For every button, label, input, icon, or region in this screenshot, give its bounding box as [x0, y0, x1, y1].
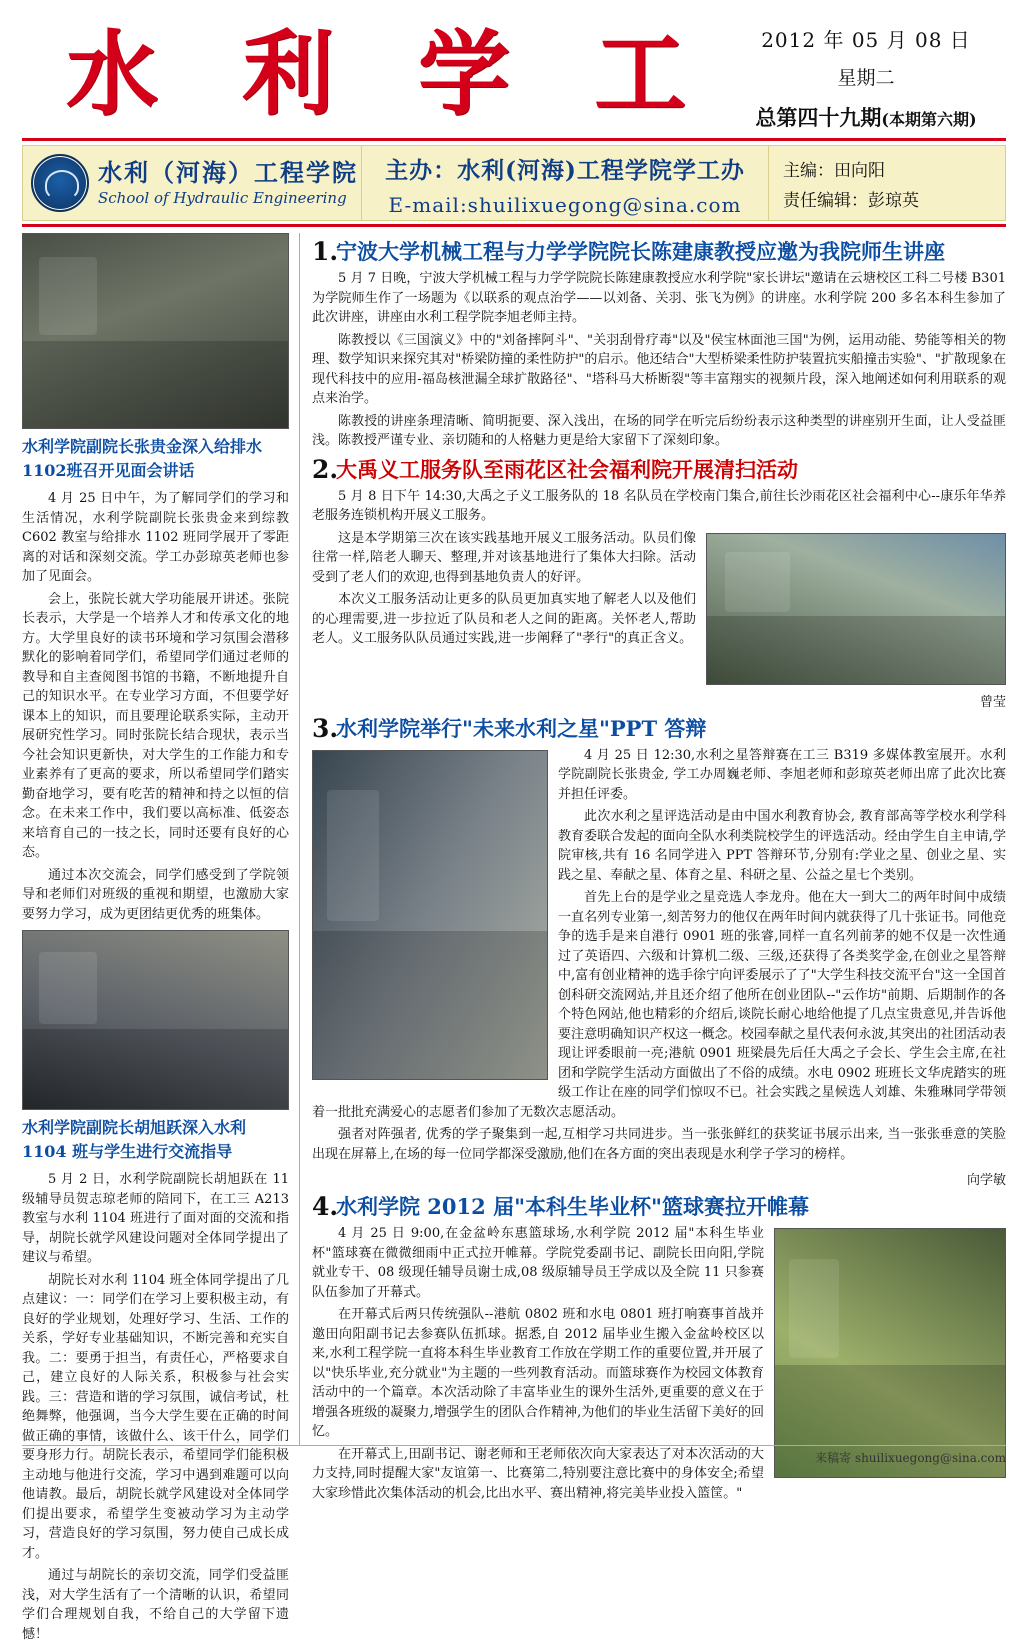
article-4-headline	[312, 1192, 1006, 1222]
article-1-para-2: 陈教授以《三国演义》中的"刘备摔阿斗"、"关羽刮骨疗毒"以及"侯宝林面池三国"为例，运用动能、势能等相关的物理、数学知识来探究其对"桥梁防撞的柔性防护"的启示。他还结合"大型桥梁柔性防护装置抗实船撞击实验"、"扩散现象在现代科技中的应用-福岛核泄漏全球扩散路径"、"塔科马大桥断裂"等丰富翔实的视频片段，深入地阐述如何利用联系的观点来治学。	[312, 332, 1006, 406]
photo-caption-1: 水利学院副院长张贵金深入给排水1102班召开见面会讲话	[22, 437, 263, 480]
photo-caption-2: 水利学院副院长胡旭跃深入水利 1104 班与学生进行交流指导	[22, 1118, 247, 1161]
article-3-number: 3.	[312, 713, 339, 743]
issue-number-main: 总第四十九期	[755, 105, 882, 130]
article-2-title: 大禹义工服务队至雨花区社会福利院开展清扫活动	[336, 456, 798, 482]
article-4-para-1: 4 月 25 日 9:00,在金盆岭东惠篮球场,水利学院 2012 届"本科生毕业杯"篮球赛在微微细雨中正式拉开帷幕。学院党委副书记、副院长田向阳,学院就业专干、08 级现任辅导员谢士成,08 级原辅导员王学成以及全院 11 只参赛队伍参加了开幕式。	[312, 1226, 764, 1300]
left-para-1-1: 4 月 25 日中午，为了解同学们的学习和生活情况，水利学院副院长张贵金来到综教 C602 教室与给排水 1102 班同学展开了零距离的对话和深刻交流。学工办彭琼英老师也参加了见面会。	[22, 491, 289, 584]
issue-number	[726, 102, 1006, 132]
meeting-photo-2	[22, 930, 289, 1110]
article-2-headline	[312, 455, 1006, 485]
banner-school	[23, 146, 362, 220]
basketball-photo	[774, 1228, 1006, 1478]
masthead	[22, 18, 1006, 136]
article-1-headline	[312, 237, 1006, 267]
meeting-photo-1	[22, 233, 289, 429]
article-4-para-3: 在开幕式上,田副书记、谢老师和王老师依次向大家表达了对本次活动的大力支持,同时提醒大家"友谊第一、比赛第二,特别要注意比赛中的身体安全;希望大家珍惜此次集体活动的机会,比出水平、赛出精神,将完美毕业投入篮筐。"	[312, 1446, 764, 1501]
masthead-date-block	[726, 18, 1006, 132]
page-title: 水 利 学 工	[66, 20, 713, 128]
article-1-title: 宁波大学机械工程与力学学院院长陈建康教授应邀为我院师生讲座	[336, 239, 945, 264]
article-3-para-1: 4 月 25 日 12:30,水利之星答辩赛在工三 B319 多媒体教室展开。水利学院副院长张贵金, 学工办周巍老师、李旭老师和彭琼英老师出席了此次比赛并担任评委。	[558, 747, 1006, 802]
article-3-para-3: 首先上台的是学业之星竞选人李龙舟。他在大一到大二的两年时间中成绩一直名列专业第一,刻苦努力的他仅在两年时间内就获得了几十张证书。同他竞争的选手是来自港行 0901 班的张睿,同样一直名列前茅的她不仅是一次性通过了英语四、六级和计算机二级、三级,还获得了各类奖学金,在创业之星答辩中,富有创业精神的选手徐宁向评委展示了了"大学生科技交流平台"这一全国首创科研交流网站,并且还介绍了他所在创业团队--"云作坊"前期、后期制作的各个特色网站,他也精彩的介绍后,谈院长耐心地给他提了几点宝贵意见,并告诉他要注意明确知识产权这一概念。校园奉献之星代表何永波,其突出的社团活动表现让评委眼前一亮;港航 0901 班梁晨先后任大禹之子会长、学生会主席,在社团和学院学生活动方面做出了不俗的成绩。水电 0902 班班长文华虎踏实的班级工作让在座的同学们惊叹不已。社会实践之星候选人刘雄、朱雅琳同学带领着一批批充满爱心的志愿者们参加了无数次志愿活动。	[312, 890, 1006, 1120]
article-3-para-4: 强者对阵强者, 优秀的学子聚集到一起,互相学习共同进步。当一张张鲜红的获奖证书展示出来, 当一张张垂意的笑脸出现在屏幕上,在场的每一位同学都深受激励,他们在各方面的突出表现是水利学子学习的榜样。	[312, 1127, 1006, 1162]
article-2-body	[312, 487, 1006, 689]
article-1-para-3: 陈教授的讲座条理清晰、简明扼要、深入浅出，在场的同学在听完后纷纷表示这种类型的讲座别开生面，让人受益匪浅。陈教授严谨专业、亲切随和的人格魅力更是给大家留下了深刻印象。	[312, 413, 1006, 448]
publish-date: 2012 年 05 月 08 日	[761, 28, 971, 52]
ppt-defense-photo	[312, 750, 548, 1080]
article-3-body	[312, 746, 1006, 1168]
article-3-para-2: 此次水利之星评选活动是由中国水利教育协会, 教育部高等学校水利学科教育委联合发起的面向全队水利类院校学生的评选活动。经由学生自主申请,学院审核,共有 16 名同学进入 PPT 答辩环节,分别有:学业之星、创业之星、实践之星、奉献之星、体育之星、科研之星、公益之星七个类别。	[558, 809, 1006, 883]
school-name-cn: 水利（河海）工程学院	[98, 157, 358, 187]
article-3-headline	[312, 714, 1006, 744]
left-para-2-2: 胡院长对水利 1104 班全体同学提出了几点建议：一：同学们在学习上要积极主动，有良好的学业规划，处理好学习、生活、工作的关系，学好专业基础知识，不断完善和充实自我。二：要勇于担当，有责任心，严格要求自己，建立良好的人际关系，积极参与社会实践。三：营造和谐的学习氛围，诚信考试，杜绝舞弊，他强调，当今大学生要在正确的时间做正确的事情，该做什么、该干什么，同学们要身形力行。胡院长表示，希望同学们能积极主动地与他进行交流，学习中遇到难题可以向他请教。最后，胡院长就学风建设对全体同学们提出要求，希望学生变被动学习为主动学习，营造良好的学习氛围，努力使自己成长成才。	[22, 1272, 289, 1561]
school-emblem-icon	[31, 154, 89, 212]
left-para-2-1: 5 月 2 日，水利学院副院长胡旭跃在 11 级辅导员贺志琼老师的陪同下，在工三 A213 教室与水利 1104 班进行了面对面的交流和指导，胡院长就学风建设问题对全体同学提出了建议与希望。	[22, 1172, 289, 1265]
school-name-en: School of Hydraulic Engineering	[98, 189, 347, 208]
host-line: 主办：水利(河海)工程学院学工办	[385, 157, 745, 184]
article-2-signature: 曾莹	[979, 694, 1006, 710]
left-para-1-3: 通过本次交流会，同学们感受到了学院领导和老师们对班级的重视和期望，也激励大家要努力学习，成为更团结更优秀的班集体。	[22, 867, 289, 922]
left-para-2-3: 通过与胡院长的亲切交流，同学们受益匪浅，对大学生活有了一个清晰的认识，希望同学们合理规划自我，不给自己的大学留下遗憾！	[22, 1568, 289, 1642]
banner-editors	[768, 146, 1005, 220]
banner-divider	[22, 224, 1006, 227]
weekday: 星期二	[837, 67, 895, 89]
email-line[interactable]: E-mail:shuilixuegong@sina.com	[388, 193, 742, 217]
article-2-number: 2.	[312, 454, 339, 484]
banner	[22, 145, 1006, 221]
editor-chief: 主编：田向阳	[783, 161, 885, 181]
article-4-para-2: 在开幕式后两只传统强队--港航 0802 班和水电 0801 班打响赛事首战并邀田向阳副书记去参赛队伍抓球。据悉,自 2012 届毕业生搬入金盆岭校区以来,水利工程学院一直将本科生毕业教育工作放在学期工作的重要位置,并开展了以"快乐毕业,充分就业"为主题的一些列教育活动。而篮球赛作为校园文体教育活动中的一个篇章。本次活动除了丰富毕业生的课外生活外,更重要的意义在于增强各班级的凝聚力,增强学生的团队合作精神,为他们的毕业生活留下美好的回忆。	[312, 1307, 764, 1439]
article-4-title: 水利学院 2012 届"本科生毕业杯"篮球赛拉开帷幕	[336, 1194, 809, 1219]
page-footer	[22, 1445, 1006, 1468]
banner-host	[362, 146, 768, 220]
article-2-para-2: 这是本学期第三次在该实践基地开展义工服务活动。队员们像往常一样,陪老人聊天、整理,并对该基地进行了集体大扫除。活动受到了老人们的欢迎,也得到基地负责人的好评。	[312, 530, 696, 585]
article-1-number: 1.	[312, 237, 339, 266]
editor-responsible: 责任编辑：彭琼英	[783, 191, 919, 211]
article-2-para-1: 5 月 8 日下午 14:30,大禹之子义工服务队的 18 名队员在学校南门集合,前往长沙雨花区社会福利中心--康乐年华养老服务连锁机构开展义工服务。	[312, 488, 1006, 523]
volunteer-photo	[706, 533, 1006, 685]
left-para-1-2: 会上，张院长就大学功能展开讲述。张院长表示，大学是一个培养人才和传承文化的地方。大学里良好的读书环境和学习氛围会潜移默化的影响着同学们，希望同学们通过老师的教导和自主查阅图书馆的书籍，不断地提升自己的知识水平。在专业学习方面，不但要学好课本上的知识，而且要理论联系实际，主动开展研究性学习。同时张院长结合现状，表示当今社会知识更新快，对大学生的工作能力和专业素养有了更高的要求，所以希望同学们踏实勤奋地学习，要有吃苦的精神和持之以恒的信念。在未来工作中，我们要以高标准、低姿态来培育自己的一技之长，同时还要有良好的心态。	[22, 591, 289, 860]
masthead-divider	[22, 138, 1006, 141]
article-3-title: 水利学院举行"未来水利之星"PPT 答辩	[336, 715, 707, 741]
article-1-para-1: 5 月 7 日晚，宁波大学机械工程与力学学院院长陈建康教授应水利学院"家长讲坛"邀请在云塘校区工科二号楼 B301 为学院师生作了一场题为《以联系的观点治学——以刘备、关羽、张飞为例》的讲座。水利学院 200 多名本科生参加了此次讲座，讲座由水利工程学院李旭老师主持。	[312, 271, 1006, 325]
article-3-signature: 向学敏	[966, 1173, 1006, 1188]
submission-note: 来稿寄 shuilixuegong@sina.com	[815, 1450, 1006, 1465]
issue-number-sub: (本期第六期)	[881, 110, 977, 129]
article-4-number: 4.	[312, 1192, 339, 1221]
left-column	[22, 233, 300, 1642]
article-2-para-3: 本次义工服务活动让更多的队员更加真实地了解老人以及他们的心理需要,进一步拉近了队员和老人之间的距离。关怀老人,帮助老人。义工服务队队员通过实践,进一步阐释了"孝行"的真正含义。	[312, 592, 696, 646]
